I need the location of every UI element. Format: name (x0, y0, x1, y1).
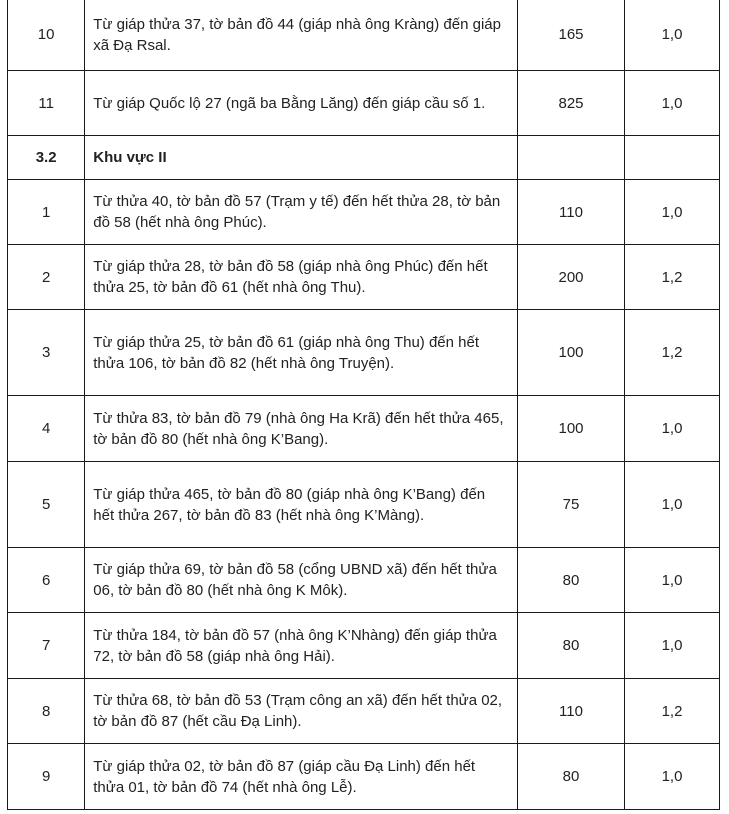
length-value (517, 136, 624, 180)
road-section-description: Từ thửa 83, tờ bản đồ 79 (nhà ông Ha Krã) đến hết thửa 465, tờ bản đồ 80 (hết nhà ông K’Bang). (85, 396, 518, 462)
table-row (8, 71, 720, 136)
coefficient-value: 1,2 (625, 679, 720, 744)
road-section-description: Từ giáp Quốc lộ 27 (ngã ba Bằng Lăng) đến giáp cầu số 1. (85, 71, 518, 136)
road-section-description: Từ giáp thửa 69, tờ bản đồ 58 (cổng UBND xã) đến hết thửa 06, tờ bản đồ 80 (hết nhà ông K Môk). (85, 548, 518, 613)
table-row (8, 613, 720, 679)
coefficient-value: 1,0 (625, 613, 720, 679)
row-number: 11 (8, 71, 85, 136)
length-value: 80 (517, 613, 624, 679)
coefficient-value: 1,0 (625, 0, 720, 71)
coefficient-value: 1,0 (625, 396, 720, 462)
table-row (8, 744, 720, 810)
road-section-description: Từ thửa 184, tờ bản đồ 57 (nhà ông K’Nhàng) đến giáp thửa 72, tờ bản đồ 58 (giáp nhà ông Hải). (85, 613, 518, 679)
section-title: Khu vực II (85, 136, 518, 180)
coefficient-value: 1,2 (625, 245, 720, 310)
road-section-description: Từ giáp thửa 37, tờ bản đồ 44 (giáp nhà ông Kràng) đến giáp xã Đạ Rsal. (85, 0, 518, 71)
row-number: 4 (8, 396, 85, 462)
row-number: 6 (8, 548, 85, 613)
table-row (8, 396, 720, 462)
table-row (8, 245, 720, 310)
coefficient-value (625, 136, 720, 180)
table-row (8, 0, 720, 71)
coefficient-value: 1,0 (625, 744, 720, 810)
road-section-description: Từ thửa 40, tờ bản đồ 57 (Trạm y tế) đến hết thửa 28, tờ bản đồ 58 (hết nhà ông Phúc). (85, 180, 518, 245)
road-section-description: Từ giáp thửa 28, tờ bản đồ 58 (giáp nhà ông Phúc) đến hết thửa 25, tờ bản đồ 61 (hết nhà ông Thu). (85, 245, 518, 310)
table-row (8, 679, 720, 744)
coefficient-value: 1,0 (625, 548, 720, 613)
road-section-description: Từ giáp thửa 465, tờ bản đồ 80 (giáp nhà ông K’Bang) đến hết thửa 267, tờ bản đồ 83 (hết nhà ông K’Màng). (85, 462, 518, 548)
length-value: 80 (517, 744, 624, 810)
table-row (8, 310, 720, 396)
coefficient-value: 1,0 (625, 180, 720, 245)
length-value: 110 (517, 679, 624, 744)
road-section-description: Từ giáp thửa 02, tờ bản đồ 87 (giáp cầu Đạ Linh) đến hết thửa 01, tờ bản đồ 74 (hết nhà ông Lễ). (85, 744, 518, 810)
row-number: 3 (8, 310, 85, 396)
length-value: 100 (517, 396, 624, 462)
length-value: 80 (517, 548, 624, 613)
length-value: 100 (517, 310, 624, 396)
row-number: 8 (8, 679, 85, 744)
section-header-row (8, 136, 720, 180)
coefficient-value: 1,0 (625, 71, 720, 136)
coefficient-value: 1,0 (625, 462, 720, 548)
table-row (8, 548, 720, 613)
length-value: 75 (517, 462, 624, 548)
length-value: 200 (517, 245, 624, 310)
length-value: 165 (517, 0, 624, 71)
row-number: 7 (8, 613, 85, 679)
row-number: 10 (8, 0, 85, 71)
coefficient-value: 1,2 (625, 310, 720, 396)
row-number: 1 (8, 180, 85, 245)
row-number: 2 (8, 245, 85, 310)
row-number: 9 (8, 744, 85, 810)
road-section-description: Từ giáp thửa 25, tờ bản đồ 61 (giáp nhà ông Thu) đến hết thửa 106, tờ bản đồ 82 (hết nhà ông Truyện). (85, 310, 518, 396)
row-number: 5 (8, 462, 85, 548)
road-section-description: Từ thửa 68, tờ bản đồ 53 (Trạm công an xã) đến hết thửa 02, tờ bản đồ 87 (hết cầu Đạ Linh). (85, 679, 518, 744)
length-value: 825 (517, 71, 624, 136)
section-number: 3.2 (8, 136, 85, 180)
table-row (8, 462, 720, 548)
land-price-table (7, 0, 720, 810)
length-value: 110 (517, 180, 624, 245)
table-row (8, 180, 720, 245)
